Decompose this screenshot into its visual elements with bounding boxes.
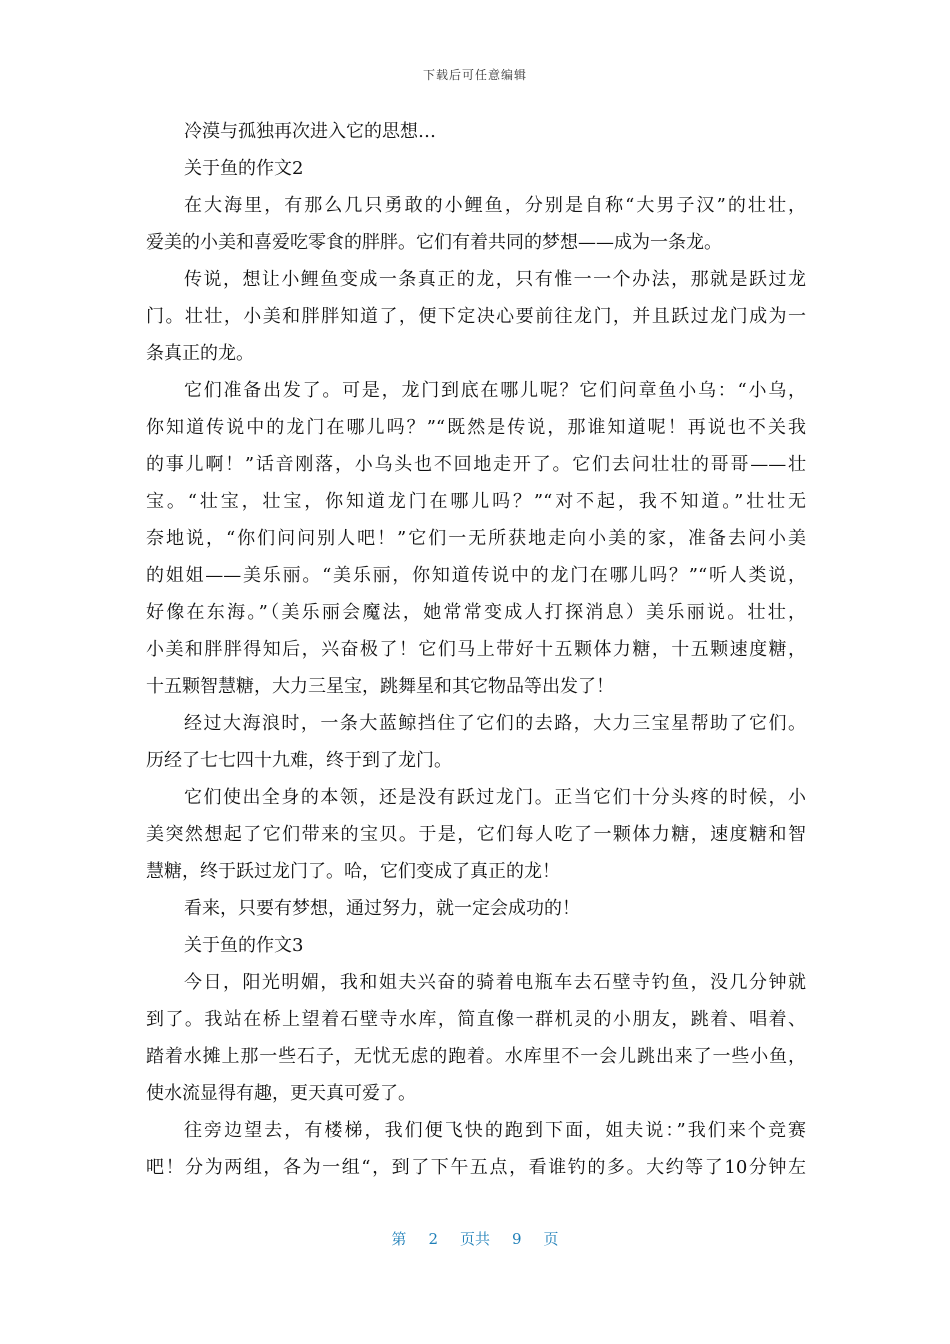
text-line: 踏着水摊上那一些石子，无忧无虑的跑着。水库里不一会儿跳出来了一些小鱼， — [146, 1046, 806, 1067]
total-page-count: 9 — [512, 1230, 522, 1248]
text-line: 看来，只要有梦想，通过努力，就一定会成功的！ — [184, 898, 580, 919]
text-line: 使水流显得有趣，更天真可爱了。 — [146, 1083, 416, 1104]
text-line: 到了。我站在桥上望着石壁寺水库，简直像一群机灵的小朋友，跳着、唱着、 — [146, 1009, 806, 1030]
text-line: 爱美的小美和喜爱吃零食的胖胖。它们有着共同的梦想——成为一条龙。 — [146, 232, 722, 253]
text-line: 往旁边望去，有楼梯，我们便飞快的跑到下面，姐夫说：”我们来个竞赛 — [184, 1120, 806, 1141]
footer-middle: 页共 — [459, 1230, 490, 1248]
text-line: 历经了七七四十九难，终于到了龙门。 — [146, 750, 452, 771]
text-line: 经过大海浪时，一条大蓝鲸挡住了它们的去路，大力三宝星帮助了它们。 — [184, 713, 806, 734]
text-line: 它们使出全身的本领，还是没有跃过龙门。正当它们十分头疼的时候，小 — [184, 787, 806, 808]
page-header-note: 下载后可任意编辑 — [422, 68, 527, 82]
text-line: 在大海里，有那么几只勇敢的小鲤鱼，分别是自称“大男子汉”的壮壮， — [184, 195, 806, 216]
text-line: 的姐姐——美乐丽。“美乐丽，你知道传说中的龙门在哪儿吗？”“听人类说， — [146, 565, 806, 586]
text-line: 它们准备出发了。可是，龙门到底在哪儿呢？它们问章鱼小乌：“小乌， — [184, 380, 806, 401]
text-line: 传说，想让小鲤鱼变成一条真正的龙，只有惟一一个办法，那就是跃过龙 — [184, 269, 806, 290]
section-heading: 关于鱼的作文2 — [184, 158, 304, 179]
text-line: 吧！分为两组，各为一组“，到了下午五点，看谁钓的多。大约等了10分钟左 — [146, 1157, 806, 1178]
text-line: 今日，阳光明媚，我和姐夫兴奋的骑着电瓶车去石壁寺钓鱼，没几分钟就 — [184, 972, 806, 993]
page-footer — [0, 1228, 950, 1249]
footer-prefix: 第 — [391, 1230, 407, 1248]
footer-suffix: 页 — [543, 1230, 559, 1248]
current-page-number: 2 — [428, 1230, 438, 1248]
text-line: 条真正的龙。 — [146, 343, 254, 364]
text-line: 小美和胖胖得知后，兴奋极了！它们马上带好十五颗体力糖，十五颗速度糖， — [146, 639, 806, 660]
text-line: 门。壮壮，小美和胖胖知道了，便下定决心要前往龙门，并且跃过龙门成为一 — [146, 306, 806, 327]
section-heading: 关于鱼的作文3 — [184, 935, 304, 956]
text-line: 奈地说，“你们问问别人吧！”它们一无所获地走向小美的家，准备去问小美 — [146, 528, 806, 549]
text-line: 宝。“壮宝，壮宝，你知道龙门在哪儿吗？”“对不起，我不知道。”壮壮无 — [146, 491, 806, 512]
text-line: 十五颗智慧糖，大力三星宝，跳舞星和其它物品等出发了！ — [146, 676, 614, 697]
text-line: 美突然想起了它们带来的宝贝。于是，它们每人吃了一颗体力糖，速度糖和智 — [146, 824, 806, 845]
text-line: 好像在东海。”（美乐丽会魔法，她常常变成人打探消息）美乐丽说。壮壮， — [146, 602, 806, 623]
text-line: 你知道传说中的龙门在哪儿吗？”“既然是传说，那谁知道呢！再说也不关我 — [146, 417, 806, 438]
text-line: 的事儿啊！”话音刚落，小乌头也不回地走开了。它们去问壮壮的哥哥——壮 — [146, 454, 806, 475]
document-body — [146, 113, 806, 1186]
text-line: 冷漠与孤独再次进入它的思想… — [184, 121, 436, 142]
text-line: 慧糖，终于跃过龙门了。哈，它们变成了真正的龙！ — [146, 861, 560, 882]
